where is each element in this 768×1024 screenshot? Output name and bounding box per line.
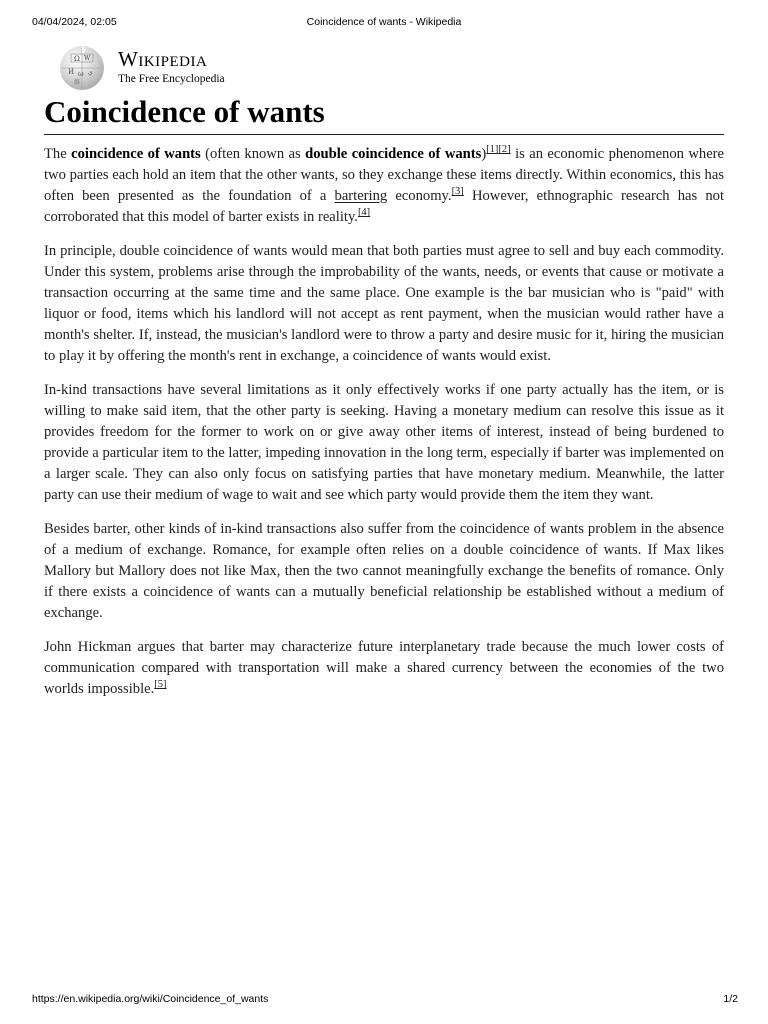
citation-3[interactable]: [3]	[451, 186, 464, 198]
citation-4[interactable]: [4]	[357, 207, 371, 219]
text-span: However, ethnographic research has not corroborated that this model of barter exists in reality.	[44, 188, 725, 225]
paragraph-in-kind: In-kind transactions have several limitations as it only effectively works if one party actually has the item, or is willing to make said item, that the other party is seeking. Having a monetary medium can resolve this issue as it provides freedom for the former to work on or give away other items of interest, instead of being burdened to provide a particular item to the latter, impeding innovation in the long term, especially if barter was implemented on a larger scale. They can also only focus on satisfying parties that have monetary medium. Meanwhile, the latter party can use their medium of wage to wait and see which party would provide them the item they want.	[44, 382, 724, 503]
svg-text:И: И	[68, 68, 75, 76]
svg-text:Ω: Ω	[74, 55, 80, 63]
paragraph-romance: Besides barter, other kinds of in-kind transactions also suffer from the coincidence of wants problem in the absence of a medium of exchange. Romance, for example often relies on a double coincidence of wants. If Max likes Mallory but Mallory does not like Max, then the two cannot meaningfully exchange the benefits of romance. Only if there exists a coincidence of wants can a mutually beneficial relationship be established without a medium of exchange.	[44, 521, 724, 621]
paragraph-intro	[44, 144, 724, 228]
print-datetime: 04/04/2024, 02:05	[32, 16, 117, 28]
svg-text:維: 維	[74, 79, 81, 86]
text-span: )	[481, 146, 487, 162]
wikipedia-logo[interactable]	[60, 44, 260, 94]
print-header	[32, 16, 736, 30]
citation-2[interactable]: [2]	[498, 144, 511, 156]
page-title: Coincidence of wants	[44, 94, 325, 129]
article-body	[44, 144, 724, 713]
page-indicator: 1/2	[723, 993, 738, 1005]
citation-5[interactable]: [5]	[154, 679, 167, 691]
citation-1[interactable]: [1]	[486, 144, 499, 156]
svg-text:ω: ω	[78, 70, 84, 78]
bartering-link[interactable]: bartering	[334, 188, 388, 204]
paragraph-hickman	[44, 637, 724, 700]
wikipedia-wordmark: Wikipedia	[118, 47, 208, 71]
text-span: John Hickman argues that barter may characterize future interplanetary trade because the much lower costs of communication compared with transportation will make a shared currency between the economies of the two worlds impossible.	[44, 639, 724, 697]
wikipedia-tagline: The Free Encyclopedia	[118, 73, 225, 85]
bold-term: coincidence of wants	[71, 146, 201, 162]
text-span: The	[44, 146, 72, 162]
text-span: (often known as	[200, 146, 306, 162]
text-span: is an economic phenomenon where two parties each hold an item that the other wants, so they exchange these items directly. Within economics, this has often been presented as the foundation of a	[44, 146, 725, 204]
bold-term: double coincidence of wants	[305, 146, 482, 162]
text-span: economy.	[387, 188, 452, 204]
title-divider	[44, 134, 724, 135]
print-document-title: Coincidence of wants - Wikipedia	[306, 16, 462, 28]
print-footer	[32, 993, 738, 1007]
wikipedia-globe-icon	[60, 46, 104, 90]
svg-text:ي: ي	[88, 69, 93, 76]
page-url: https://en.wikipedia.org/wiki/Coincidence_of_wants	[32, 993, 269, 1005]
svg-text:W: W	[84, 55, 91, 62]
paragraph-principle: In principle, double coincidence of wants would mean that both parties must agree to sell and buy each commodity. Under this system, problems arise through the improbability of the wants, needs, or events that cause or motivate a transaction occurring at the same time and the same place. One example is the bar musician who is "paid" with liquor or food, items which his landlord will not accept as rent payment, when the musician would rather have a month's shelter. If, instead, the musician's landlord were to throw a party and desire music for it, hiring the musician to play it by offering the month's rent in exchange, a coincidence of wants would exist.	[44, 243, 724, 364]
